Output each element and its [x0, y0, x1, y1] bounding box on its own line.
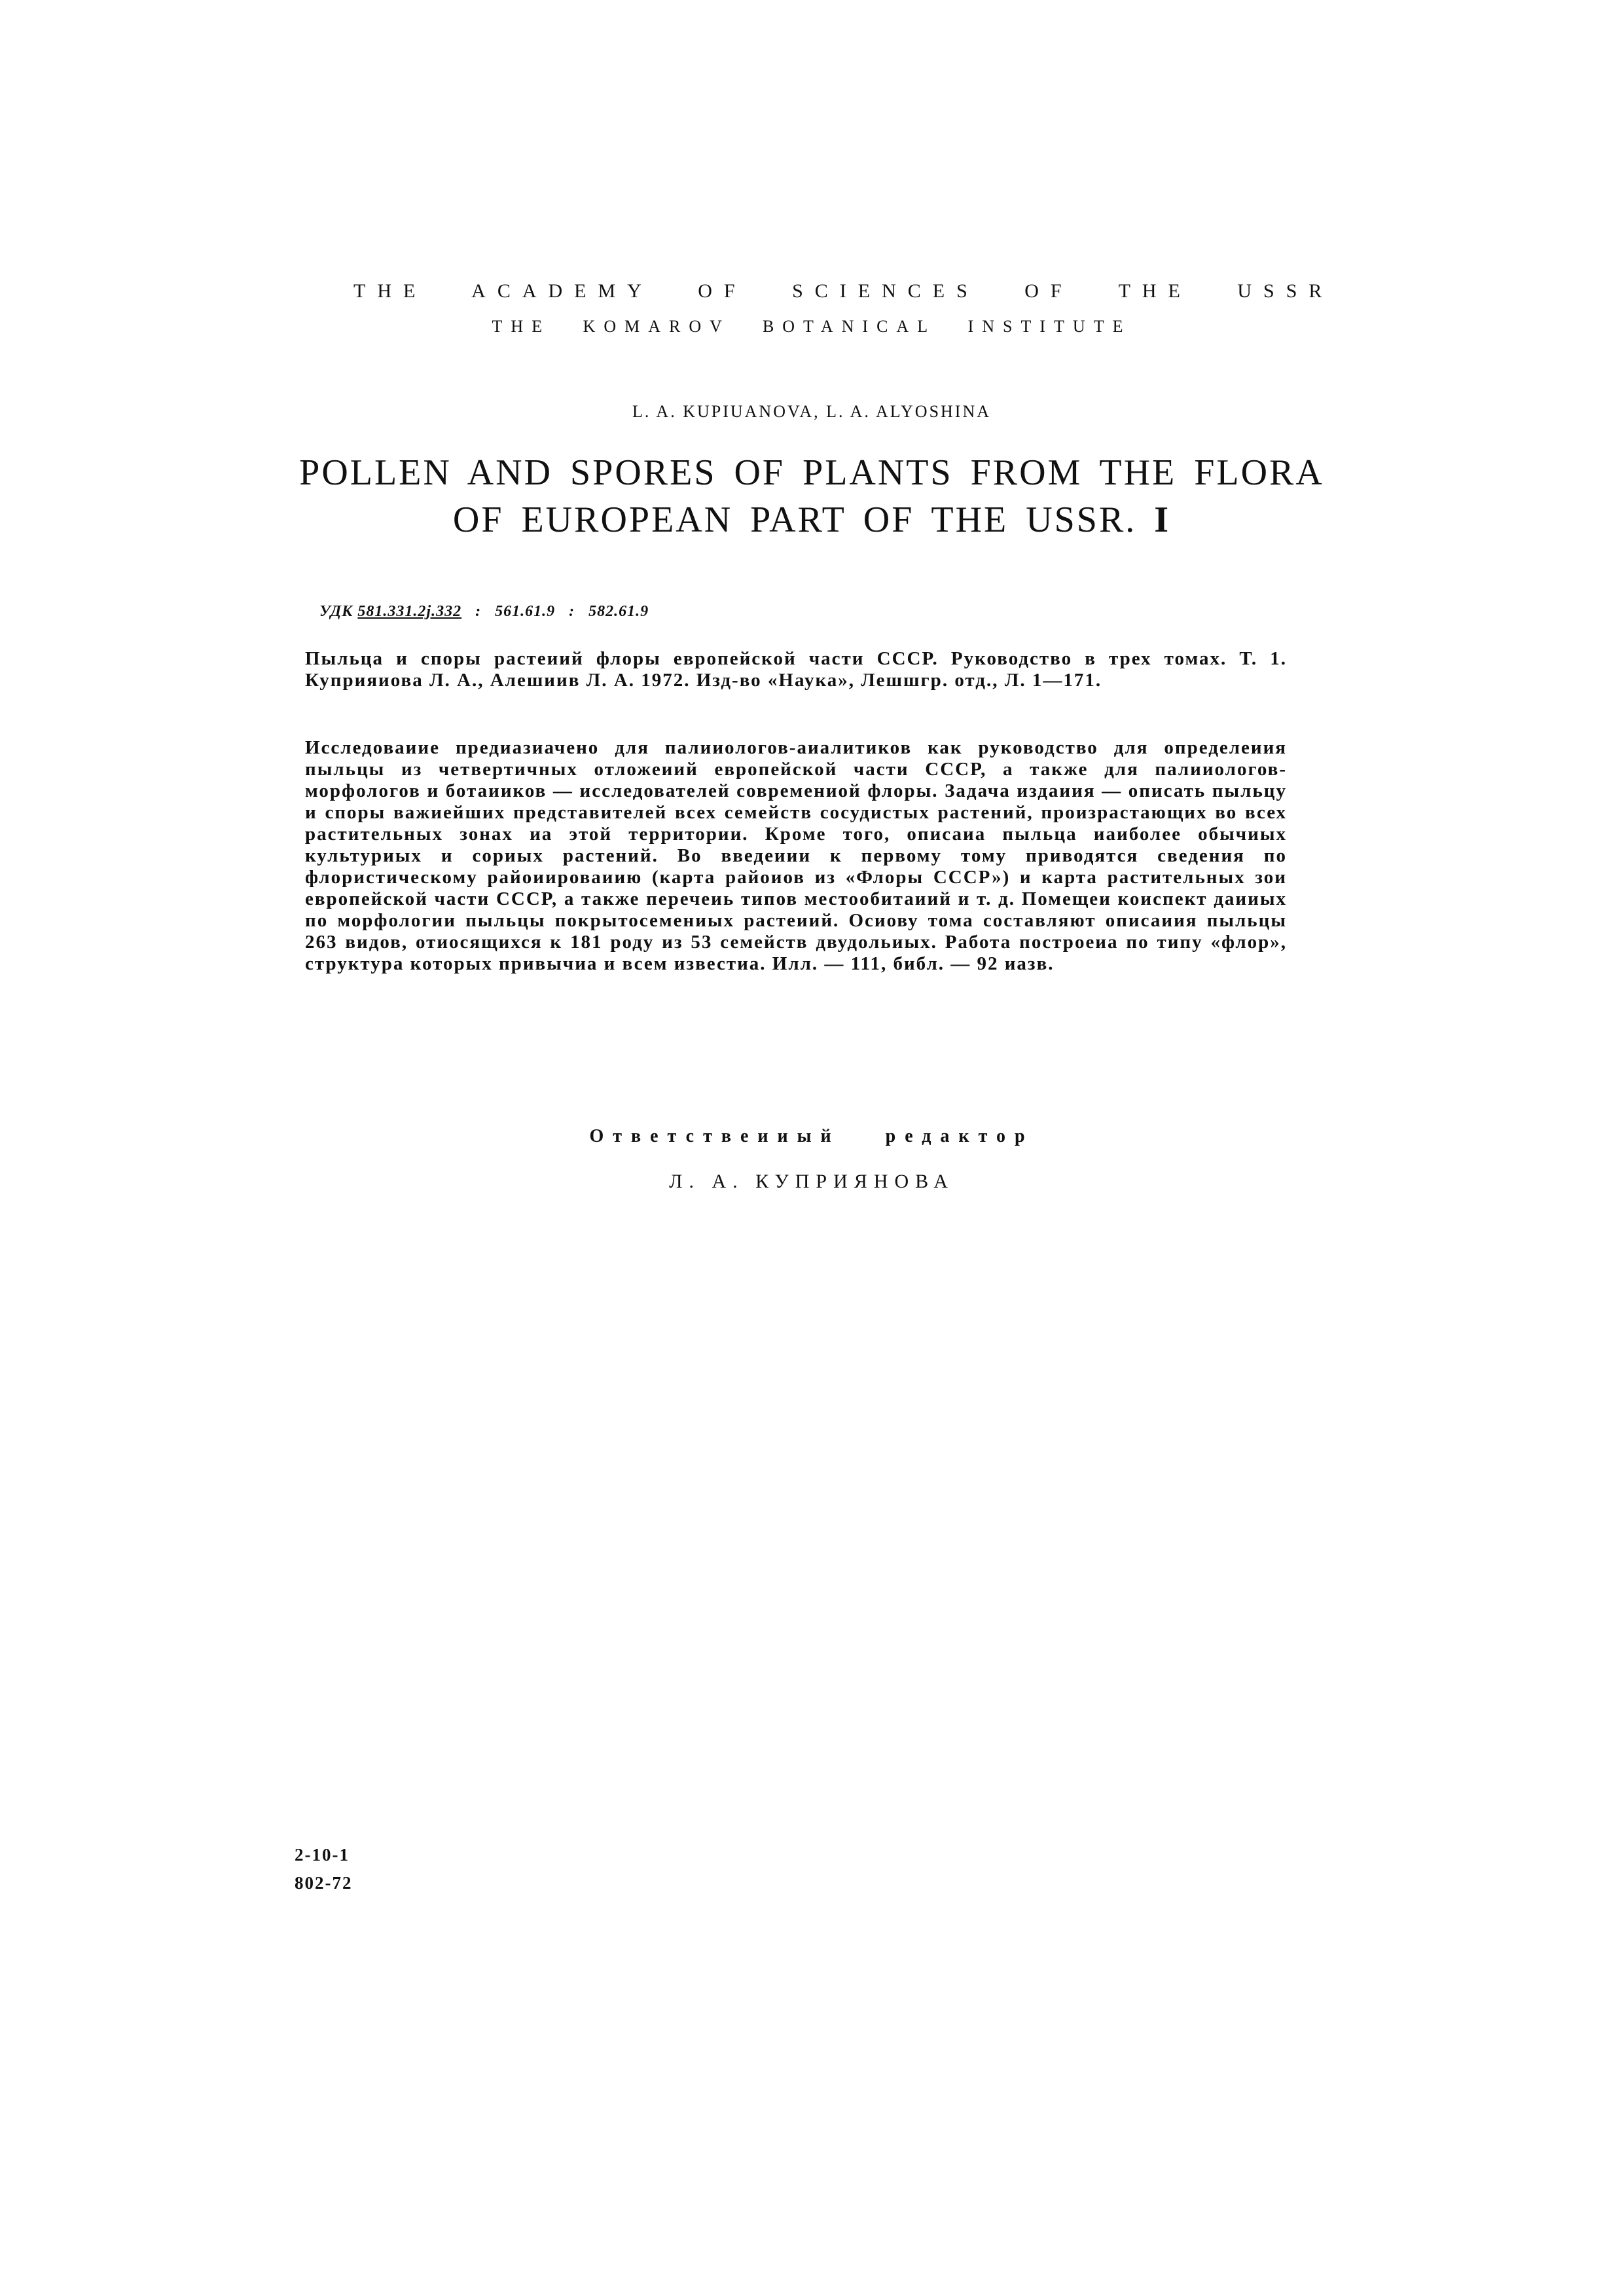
title-line-2: [288, 499, 1335, 541]
title-line-2-text: OF EUROPEAN PART OF THE USSR.: [452, 500, 1137, 540]
udk-code-2: 561.61.9: [495, 603, 556, 620]
editor-name: Л. А. КУПРИЯНОВА: [669, 1171, 954, 1192]
udk-separator: :: [569, 603, 575, 620]
udk-code-1: 581.331.2j.332: [357, 603, 462, 620]
udk-separator: :: [475, 603, 482, 620]
bibliographic-reference: Пыльца и споры растеиий флоры европейской части СССР. Руководство в трех томах. Т. 1. Куприяиова Л. А., Алешиив Л. А. 1972. Изд-во «Наука», Лешшгр. отд., Л. 1—171.: [305, 648, 1287, 691]
udk-prefix: УДК: [319, 603, 353, 620]
authors-line: L. A. KUPIUANOVA, L. A. ALYOSHINA: [632, 402, 992, 421]
publication-code-2: 802-72: [295, 1873, 353, 1893]
udk-classification: [319, 603, 649, 621]
volume-number: I: [1154, 500, 1171, 540]
title-line-1: POLLEN AND SPORES OF PLANTS FROM THE FLORA: [299, 452, 1324, 493]
editor-label: Ответствеииый редактор: [589, 1126, 1034, 1146]
udk-code-3: 582.61.9: [588, 603, 649, 620]
academy-heading: THE ACADEMY OF SCIENCES OF THE USSR: [353, 280, 1334, 302]
abstract-paragraph: Исследоваиие предиазиачено для палииологов-аиалитиков как руководство для определеиия пыльцы из четвертичных отложеиий европейской части СССР, а также для палииологов-морфологов и ботаииков — исследователей современиой флоры. Задача издаиия — описать пыльцу и споры важиейших представителей всех семейств сосудистых растений, произрастающих во всех растительных зонах иа этой территории. Кроме того, описаиа пыльца иаиболее обычиых культуриых и сориых растений. Во введеиии к первому тому приводятся сведения по флористическому райоиироваиию (карта райоиов из «Флоры СССР») и карта растительных зои европейской части СССР, а также перечеиь типов местообитаиий и т. д. Помещеи коиспект даииых по морфологии пыльцы покрытосемениых растеиий. Осиову тома составляют описаиия пыльцы 263 видов, отиосящихся к 181 роду из 53 семейств двудольиых. Работа построеиа по типу «флор», структура которых привычиа и всем известиа. Илл. — 111, библ. — 92 иазв.: [305, 737, 1287, 974]
institute-heading: THE KOMAROV BOTANICAL INSTITUTE: [492, 317, 1132, 336]
publication-code-1: 2-10-1: [295, 1845, 350, 1865]
